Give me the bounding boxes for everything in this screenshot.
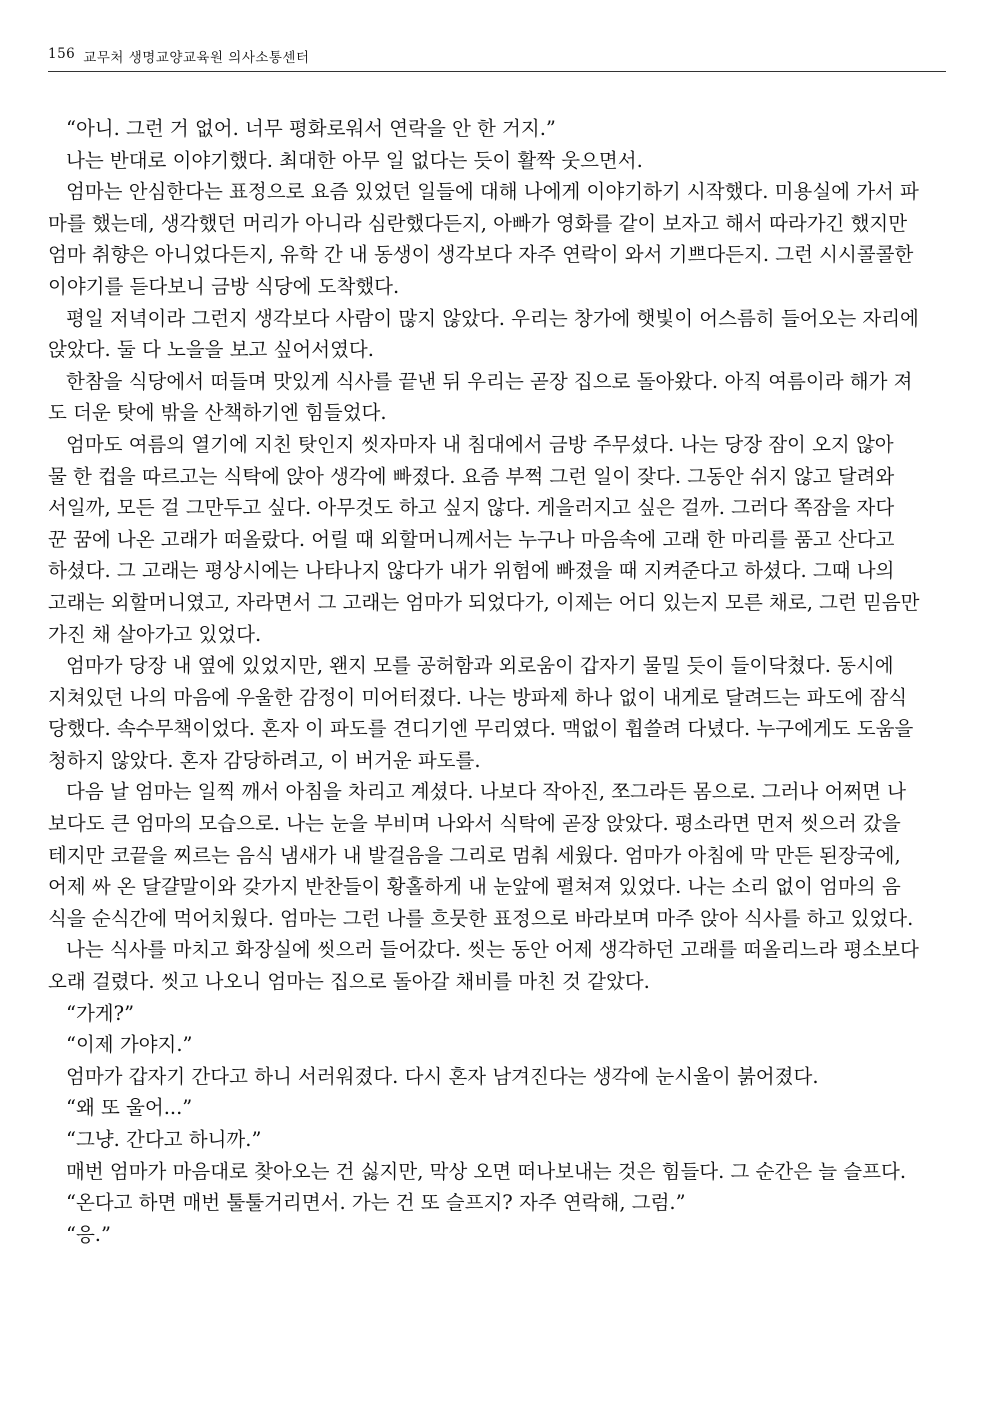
paragraph (48, 1156, 946, 1188)
paragraph (48, 1029, 946, 1061)
text-line: 물 한 컵을 따르고는 식탁에 앉아 생각에 빠졌다. 요즘 부쩍 그런 일이 잦다. 그동안 쉬지 않고 달려와 (48, 464, 895, 488)
paragraph (48, 113, 946, 145)
text-line: 엄마 취향은 아니었다든지, 유학 간 내 동생이 생각보다 자주 연락이 와서 기쁘다든지. 그런 시시콜콜한 (48, 243, 914, 267)
paragraph (48, 366, 946, 429)
body-text (48, 113, 946, 1250)
paragraph (48, 1061, 946, 1093)
paragraph (48, 1092, 946, 1124)
text-line: 지쳐있던 나의 마음에 우울한 감정이 미어터졌다. 나는 방파제 하나 없이 내게로 달려드는 파도에 잠식 (48, 685, 908, 709)
text-line: 꾼 꿈에 나온 고래가 떠올랐다. 어릴 때 외할머니께서는 누구나 마음속에 고래 한 마리를 품고 산다고 (48, 527, 895, 551)
paragraph (48, 145, 946, 177)
paragraph (48, 998, 946, 1030)
text-line: 엄마가 당장 내 옆에 있었지만, 왠지 모를 공허함과 외로움이 갑자기 물밀 듯이 들이닥쳤다. 동시에 (66, 654, 894, 678)
paragraph (48, 1187, 946, 1219)
paragraph (48, 1124, 946, 1156)
text-line: “가게?” (66, 1001, 135, 1025)
text-line: 이야기를 듣다보니 금방 식당에 도착했다. (48, 274, 400, 298)
paragraph (48, 303, 946, 366)
text-line: 매번 엄마가 마음대로 찾아오는 건 싫지만, 막상 오면 떠나보내는 것은 힘들다. 그 순간은 늘 슬프다. (66, 1159, 907, 1183)
text-line: 보다도 큰 엄마의 모습으로. 나는 눈을 부비며 나와서 식탁에 곧장 앉았다. 평소라면 먼저 씻으러 갔을 (48, 812, 901, 836)
text-line: “그냥. 간다고 하니까.” (66, 1128, 262, 1151)
text-line: 마를 했는데, 생각했던 머리가 아니라 심란했다든지, 아빠가 영화를 같이 보자고 해서 따라가긴 했지만 (48, 211, 908, 235)
text-line: 당했다. 속수무책이었다. 혼자 이 파도를 견디기엔 무리였다. 맥없이 휩쓸려 다녔다. 누구에게도 도움을 (48, 717, 914, 741)
text-line: 도 더운 탓에 밖을 산책하기엔 힘들었다. (48, 401, 387, 425)
text-line: 나는 식사를 마치고 화장실에 씻으러 들어갔다. 씻는 동안 어제 생각하던 고래를 떠올리느라 평소보다 (66, 938, 919, 962)
text-line: 다음 날 엄마는 일찍 깨서 아침을 차리고 계셨다. 나보다 작아진, 쪼그라든 몸으로. 그러나 어쩌면 나 (66, 780, 907, 804)
paragraph (48, 1219, 946, 1251)
text-line: 하셨다. 그 고래는 평상시에는 나타나지 않다가 내가 위험에 빠졌을 때 지켜준다고 하셨다. 그때 나의 (48, 559, 895, 583)
text-line: 엄마도 여름의 열기에 지친 탓인지 씻자마자 내 침대에서 금방 주무셨다. 나는 당장 잠이 오지 않아 (66, 432, 894, 456)
text-line: 서일까, 모든 걸 그만두고 싶다. 아무것도 하고 싶지 않다. 게을러지고 싶은 걸까. 그러다 쪽잠을 자다 (48, 496, 895, 520)
text-line: 테지만 코끝을 찌르는 음식 냄새가 내 발걸음을 그리로 멈춰 세웠다. 엄마가 아침에 막 만든 된장국에, (48, 843, 901, 867)
paragraph (48, 429, 946, 650)
text-line: 앉았다. 둘 다 노을을 보고 싶어서였다. (48, 338, 374, 362)
text-line: 청하지 않았다. 혼자 감당하려고, 이 버거운 파도를. (48, 748, 481, 772)
text-line: “응.” (66, 1222, 111, 1246)
text-line: 오래 걸렸다. 씻고 나오니 엄마는 집으로 돌아갈 채비를 마친 것 같았다. (48, 970, 650, 994)
text-line: 엄마는 안심한다는 표정으로 요즘 있었던 일들에 대해 나에게 이야기하기 시작했다. 미용실에 가서 파 (66, 180, 919, 204)
paragraph (48, 776, 946, 934)
page-number: 156 (48, 46, 76, 62)
paragraph (48, 650, 946, 776)
running-header-title: 교무처 생명교양교육원 의사소통센터 (83, 50, 310, 66)
text-line: 나는 반대로 이야기했다. 최대한 아무 일 없다는 듯이 활짝 웃으면서. (66, 148, 643, 172)
paragraph (48, 934, 946, 997)
text-line: 가진 채 살아가고 있었다. (48, 622, 262, 646)
page-header (48, 46, 946, 72)
paragraph (48, 176, 946, 302)
text-line: 어제 싸 온 달걀말이와 갖가지 반찬들이 황홀하게 내 눈앞에 펼쳐져 있었다. 나는 소리 없이 엄마의 음 (48, 875, 901, 899)
text-line: 한참을 식당에서 떠들며 맛있게 식사를 끝낸 뒤 우리는 곧장 집으로 돌아왔다. 아직 여름이라 해가 져 (66, 369, 913, 393)
text-line: 엄마가 갑자기 간다고 하니 서러워졌다. 다시 혼자 남겨진다는 생각에 눈시울이 붉어졌다. (66, 1064, 819, 1088)
text-line: “왜 또 울어...” (66, 1096, 193, 1120)
text-line: “온다고 하면 매번 툴툴거리면서. 가는 건 또 슬프지? 자주 연락해, 그럼.” (66, 1191, 686, 1215)
text-line: 평일 저녁이라 그런지 생각보다 사람이 많지 않았다. 우리는 창가에 햇빛이 어스름히 들어오는 자리에 (66, 306, 919, 330)
text-line: 고래는 외할머니였고, 자라면서 그 고래는 엄마가 되었다가, 이제는 어디 있는지 모른 채로, 그런 믿음만 (48, 590, 920, 614)
text-line: “아니. 그런 거 없어. 너무 평화로워서 연락을 안 한 거지.” (66, 117, 556, 140)
text-line: “이제 가야지.” (66, 1033, 193, 1057)
text-line: 식을 순식간에 먹어치웠다. 엄마는 그런 나를 흐뭇한 표정으로 바라보며 마주 앉아 식사를 하고 있었다. (48, 906, 914, 930)
